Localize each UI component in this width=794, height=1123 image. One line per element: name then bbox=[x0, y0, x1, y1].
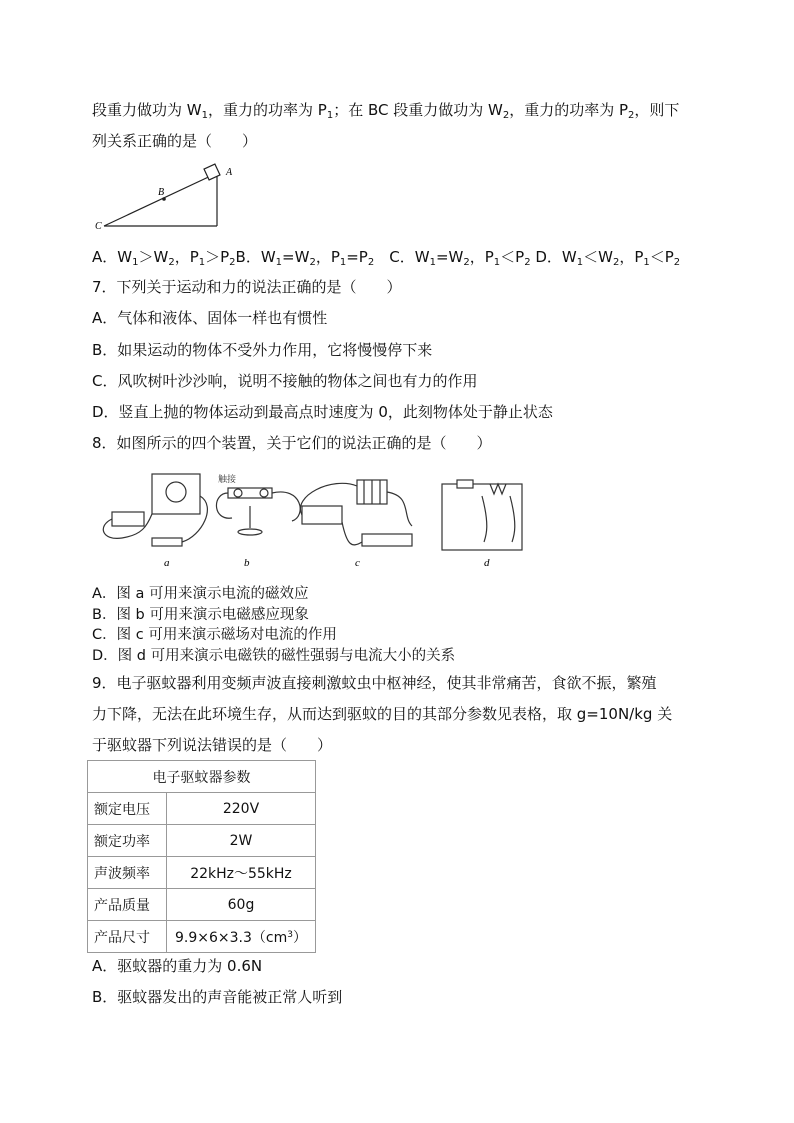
table-key: 额定功率 bbox=[88, 825, 167, 857]
q8-stem: 8．如图所示的四个装置，关于它们的说法正确的是（ ） bbox=[92, 434, 492, 452]
q8-option-d: D．图 d 可用来演示电磁铁的磁性强弱与电流大小的关系 bbox=[92, 648, 456, 664]
fig-label-b: b bbox=[244, 557, 250, 569]
mosquito-repeller-params-table bbox=[87, 760, 316, 953]
table-value: $9.9\times 6\times 3.3(cm^3)$ bbox=[167, 921, 316, 953]
q9-option-b: B．驱蚊器发出的声音能被正常人听到 bbox=[92, 988, 343, 1006]
table-row bbox=[88, 889, 316, 921]
q9-stem-line1: 9．电子驱蚊器利用变频声波直接刺激蚊虫中枢神经，使其非常痛苦，食欲不振，繁殖 bbox=[92, 674, 657, 692]
q7-option-b: B．如果运动的物体不受外力作用，它将慢慢停下来 bbox=[92, 341, 433, 359]
table-row bbox=[88, 793, 316, 825]
q6-options: A．$W_1>W_2$，$P_1>P_2B$．$W_1=W_2$，$P_1=P_2$ C．$W_1=W_2$，$P_1<P_2$ D．$W_1<W_2$，$P_1<P_2$ bbox=[92, 248, 681, 268]
q7-option-c: C．风吹树叶沙沙响，说明不接触的物体之间也有力的作用 bbox=[92, 372, 478, 390]
q7-stem: 7．下列关于运动和力的说法正确的是（ ） bbox=[92, 278, 402, 296]
fig-label-c: c bbox=[355, 557, 360, 569]
table-key: 产品质量 bbox=[88, 889, 167, 921]
four-apparatus-figure bbox=[92, 466, 537, 571]
table-value: 2W bbox=[167, 825, 316, 857]
q9-option-a: A．驱蚊器的重力为 0.6N bbox=[92, 957, 263, 975]
q6-stem-line1: 段重力做功为 $W_1$，重力的功率为 $P_1$；在 BC 段重力做功为 $W_2$，重力的功率为 $P_2$，则下 bbox=[92, 101, 680, 121]
table-row bbox=[88, 921, 316, 953]
fig-label-a: a bbox=[164, 557, 170, 569]
q7-option-d: D．竖直上抛的物体运动到最高点时速度为 0，此刻物体处于静止状态 bbox=[92, 403, 553, 421]
table-row bbox=[88, 825, 316, 857]
label-b: B bbox=[158, 187, 165, 198]
label-a: A bbox=[226, 167, 233, 178]
table-key: 产品尺寸 bbox=[88, 921, 167, 953]
table-title: 电子驱蚊器参数 bbox=[88, 761, 316, 793]
q6-stem-line2: 列关系正确的是（ ） bbox=[92, 132, 258, 150]
q8-option-b: B．图 b 可用来演示电磁感应现象 bbox=[92, 607, 309, 623]
table-value: 60g bbox=[167, 889, 316, 921]
q9-stem-line2: 力下降，无法在此环境生存，从而达到驱蚊的目的其部分参数见表格，取 g=10N/kg 关 bbox=[92, 705, 673, 723]
q9-stem-line3: 于驱蚊器下列说法错误的是（ ） bbox=[92, 736, 333, 754]
table-key: 额定电压 bbox=[88, 793, 167, 825]
table-value: 22kHz～55kHz bbox=[167, 857, 316, 889]
label-c: C bbox=[95, 221, 102, 232]
q8-option-c: C．图 c 可用来演示磁场对电流的作用 bbox=[92, 627, 337, 643]
q7-option-a: A．气体和液体、固体一样也有惯性 bbox=[92, 309, 328, 327]
table-value: 220V bbox=[167, 793, 316, 825]
q8-option-a: A．图 a 可用来演示电流的磁效应 bbox=[92, 586, 309, 602]
fig-label-touch: 触接 bbox=[218, 475, 237, 485]
incline-figure bbox=[92, 163, 252, 233]
table-row bbox=[88, 761, 316, 793]
table-key: 声波频率 bbox=[88, 857, 167, 889]
table-row bbox=[88, 857, 316, 889]
fig-label-d: d bbox=[484, 557, 490, 569]
